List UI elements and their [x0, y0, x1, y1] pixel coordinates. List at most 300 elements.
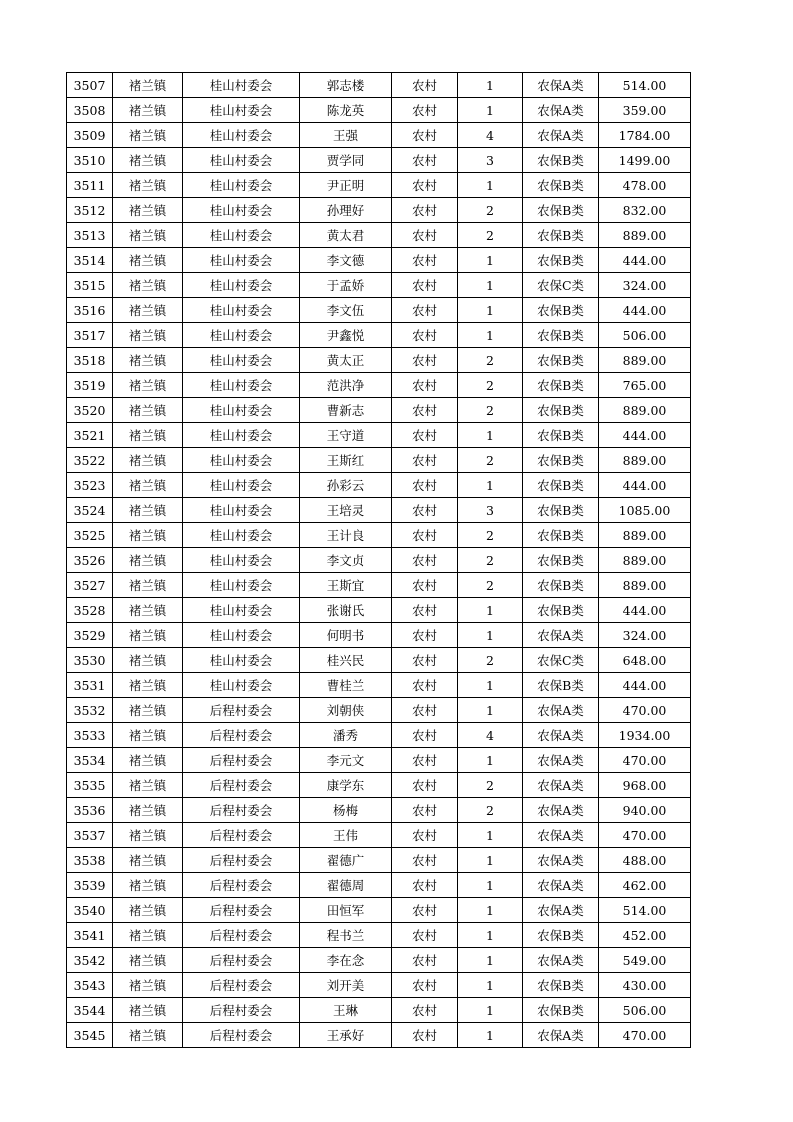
table-row: [67, 773, 691, 798]
record-number-cell: 3514: [67, 248, 113, 273]
town-cell: 褚兰镇: [113, 323, 183, 348]
town-cell: 褚兰镇: [113, 648, 183, 673]
category-cell: 农保B类: [523, 248, 599, 273]
town-cell: 褚兰镇: [113, 548, 183, 573]
town-cell: 褚兰镇: [113, 748, 183, 773]
town-cell: 褚兰镇: [113, 523, 183, 548]
table-row: [67, 623, 691, 648]
village-committee-cell: 桂山村委会: [183, 623, 300, 648]
table-row: [67, 823, 691, 848]
area-type-cell: 农村: [392, 623, 458, 648]
village-committee-cell: 桂山村委会: [183, 423, 300, 448]
category-cell: 农保A类: [523, 123, 599, 148]
table-row: [67, 523, 691, 548]
household-size-cell: 3: [458, 148, 523, 173]
table-row: [67, 448, 691, 473]
record-number-cell: 3508: [67, 98, 113, 123]
amount-cell: 889.00: [599, 548, 691, 573]
amount-cell: 452.00: [599, 923, 691, 948]
name-cell: 翟德广: [300, 848, 392, 873]
household-size-cell: 1: [458, 473, 523, 498]
table-row: [67, 723, 691, 748]
amount-cell: 444.00: [599, 423, 691, 448]
household-size-cell: 2: [458, 373, 523, 398]
household-size-cell: 2: [458, 798, 523, 823]
record-number-cell: 3532: [67, 698, 113, 723]
record-number-cell: 3544: [67, 998, 113, 1023]
category-cell: 农保B类: [523, 473, 599, 498]
household-size-cell: 1: [458, 748, 523, 773]
town-cell: 褚兰镇: [113, 823, 183, 848]
village-committee-cell: 后程村委会: [183, 923, 300, 948]
name-cell: 黄太正: [300, 348, 392, 373]
area-type-cell: 农村: [392, 873, 458, 898]
table-row: [67, 648, 691, 673]
household-size-cell: 1: [458, 898, 523, 923]
table-row: [67, 598, 691, 623]
name-cell: 刘朝侠: [300, 698, 392, 723]
amount-cell: 889.00: [599, 398, 691, 423]
name-cell: 孙理好: [300, 198, 392, 223]
town-cell: 褚兰镇: [113, 223, 183, 248]
area-type-cell: 农村: [392, 148, 458, 173]
town-cell: 褚兰镇: [113, 348, 183, 373]
category-cell: 农保A类: [523, 723, 599, 748]
category-cell: 农保B类: [523, 448, 599, 473]
amount-cell: 324.00: [599, 623, 691, 648]
amount-cell: 889.00: [599, 448, 691, 473]
name-cell: 贾学同: [300, 148, 392, 173]
village-committee-cell: 后程村委会: [183, 898, 300, 923]
town-cell: 褚兰镇: [113, 373, 183, 398]
household-size-cell: 1: [458, 1023, 523, 1048]
town-cell: 褚兰镇: [113, 398, 183, 423]
area-type-cell: 农村: [392, 348, 458, 373]
household-size-cell: 1: [458, 248, 523, 273]
amount-cell: 1784.00: [599, 123, 691, 148]
area-type-cell: 农村: [392, 973, 458, 998]
household-size-cell: 1: [458, 873, 523, 898]
household-size-cell: 4: [458, 723, 523, 748]
village-committee-cell: 桂山村委会: [183, 123, 300, 148]
category-cell: 农保B类: [523, 673, 599, 698]
category-cell: 农保A类: [523, 873, 599, 898]
category-cell: 农保B类: [523, 498, 599, 523]
amount-cell: 462.00: [599, 873, 691, 898]
household-size-cell: 1: [458, 173, 523, 198]
table-row: [67, 498, 691, 523]
name-cell: 孙彩云: [300, 473, 392, 498]
town-cell: 褚兰镇: [113, 73, 183, 98]
village-committee-cell: 后程村委会: [183, 1023, 300, 1048]
area-type-cell: 农村: [392, 173, 458, 198]
household-size-cell: 1: [458, 73, 523, 98]
record-number-cell: 3516: [67, 298, 113, 323]
table-row: [67, 948, 691, 973]
area-type-cell: 农村: [392, 948, 458, 973]
amount-cell: 514.00: [599, 73, 691, 98]
name-cell: 王培灵: [300, 498, 392, 523]
amount-cell: 506.00: [599, 998, 691, 1023]
village-committee-cell: 桂山村委会: [183, 498, 300, 523]
category-cell: 农保A类: [523, 848, 599, 873]
record-number-cell: 3545: [67, 1023, 113, 1048]
category-cell: 农保B类: [523, 598, 599, 623]
town-cell: 褚兰镇: [113, 998, 183, 1023]
category-cell: 农保A类: [523, 698, 599, 723]
record-number-cell: 3512: [67, 198, 113, 223]
village-committee-cell: 后程村委会: [183, 998, 300, 1023]
village-committee-cell: 桂山村委会: [183, 323, 300, 348]
table-row: [67, 848, 691, 873]
name-cell: 潘秀: [300, 723, 392, 748]
town-cell: 褚兰镇: [113, 898, 183, 923]
record-number-cell: 3531: [67, 673, 113, 698]
table-row: [67, 923, 691, 948]
household-size-cell: 2: [458, 348, 523, 373]
village-committee-cell: 桂山村委会: [183, 648, 300, 673]
name-cell: 王斯宜: [300, 573, 392, 598]
amount-cell: 430.00: [599, 973, 691, 998]
village-committee-cell: 后程村委会: [183, 748, 300, 773]
village-committee-cell: 桂山村委会: [183, 148, 300, 173]
amount-cell: 889.00: [599, 223, 691, 248]
name-cell: 杨梅: [300, 798, 392, 823]
village-committee-cell: 桂山村委会: [183, 473, 300, 498]
household-size-cell: 1: [458, 673, 523, 698]
village-committee-cell: 桂山村委会: [183, 573, 300, 598]
name-cell: 范洪净: [300, 373, 392, 398]
town-cell: 褚兰镇: [113, 298, 183, 323]
record-number-cell: 3535: [67, 773, 113, 798]
name-cell: 王守道: [300, 423, 392, 448]
table-row: [67, 673, 691, 698]
category-cell: 农保B类: [523, 973, 599, 998]
village-committee-cell: 后程村委会: [183, 873, 300, 898]
record-number-cell: 3511: [67, 173, 113, 198]
category-cell: 农保B类: [523, 198, 599, 223]
record-number-cell: 3520: [67, 398, 113, 423]
table-row: [67, 148, 691, 173]
village-committee-cell: 桂山村委会: [183, 673, 300, 698]
table-row: [67, 398, 691, 423]
area-type-cell: 农村: [392, 73, 458, 98]
area-type-cell: 农村: [392, 773, 458, 798]
town-cell: 褚兰镇: [113, 598, 183, 623]
amount-cell: 968.00: [599, 773, 691, 798]
town-cell: 褚兰镇: [113, 873, 183, 898]
area-type-cell: 农村: [392, 248, 458, 273]
name-cell: 王斯红: [300, 448, 392, 473]
record-number-cell: 3517: [67, 323, 113, 348]
record-number-cell: 3509: [67, 123, 113, 148]
amount-cell: 889.00: [599, 573, 691, 598]
category-cell: 农保B类: [523, 173, 599, 198]
table-row: [67, 548, 691, 573]
household-size-cell: 1: [458, 298, 523, 323]
village-committee-cell: 后程村委会: [183, 773, 300, 798]
category-cell: 农保A类: [523, 623, 599, 648]
village-committee-cell: 桂山村委会: [183, 398, 300, 423]
area-type-cell: 农村: [392, 448, 458, 473]
name-cell: 王伟: [300, 823, 392, 848]
village-committee-cell: 桂山村委会: [183, 173, 300, 198]
area-type-cell: 农村: [392, 373, 458, 398]
name-cell: 李在念: [300, 948, 392, 973]
area-type-cell: 农村: [392, 698, 458, 723]
amount-cell: 478.00: [599, 173, 691, 198]
record-number-cell: 3541: [67, 923, 113, 948]
record-number-cell: 3533: [67, 723, 113, 748]
table-row: [67, 273, 691, 298]
category-cell: 农保A类: [523, 1023, 599, 1048]
village-committee-cell: 桂山村委会: [183, 223, 300, 248]
name-cell: 李文德: [300, 248, 392, 273]
town-cell: 褚兰镇: [113, 423, 183, 448]
amount-cell: 506.00: [599, 323, 691, 348]
village-committee-cell: 后程村委会: [183, 798, 300, 823]
category-cell: 农保B类: [523, 548, 599, 573]
household-size-cell: 1: [458, 423, 523, 448]
record-number-cell: 3525: [67, 523, 113, 548]
table-row: [67, 373, 691, 398]
record-number-cell: 3538: [67, 848, 113, 873]
table-row: [67, 98, 691, 123]
village-committee-cell: 桂山村委会: [183, 523, 300, 548]
village-committee-cell: 桂山村委会: [183, 448, 300, 473]
amount-cell: 444.00: [599, 248, 691, 273]
record-number-cell: 3507: [67, 73, 113, 98]
name-cell: 康学东: [300, 773, 392, 798]
amount-cell: 765.00: [599, 373, 691, 398]
household-size-cell: 3: [458, 498, 523, 523]
category-cell: 农保B类: [523, 373, 599, 398]
household-size-cell: 1: [458, 823, 523, 848]
town-cell: 褚兰镇: [113, 473, 183, 498]
record-number-cell: 3524: [67, 498, 113, 523]
area-type-cell: 农村: [392, 498, 458, 523]
village-committee-cell: 后程村委会: [183, 848, 300, 873]
area-type-cell: 农村: [392, 998, 458, 1023]
town-cell: 褚兰镇: [113, 273, 183, 298]
amount-cell: 889.00: [599, 348, 691, 373]
category-cell: 农保A类: [523, 773, 599, 798]
village-committee-cell: 桂山村委会: [183, 598, 300, 623]
town-cell: 褚兰镇: [113, 148, 183, 173]
category-cell: 农保B类: [523, 323, 599, 348]
table-row: [67, 198, 691, 223]
household-size-cell: 2: [458, 523, 523, 548]
amount-cell: 470.00: [599, 1023, 691, 1048]
category-cell: 农保A类: [523, 823, 599, 848]
amount-cell: 444.00: [599, 298, 691, 323]
category-cell: 农保B类: [523, 923, 599, 948]
name-cell: 李文贞: [300, 548, 392, 573]
category-cell: 农保B类: [523, 348, 599, 373]
area-type-cell: 农村: [392, 548, 458, 573]
record-number-cell: 3513: [67, 223, 113, 248]
amount-cell: 549.00: [599, 948, 691, 973]
name-cell: 曹新志: [300, 398, 392, 423]
record-number-cell: 3523: [67, 473, 113, 498]
area-type-cell: 农村: [392, 223, 458, 248]
household-size-cell: 1: [458, 923, 523, 948]
record-number-cell: 3530: [67, 648, 113, 673]
record-number-cell: 3529: [67, 623, 113, 648]
amount-cell: 1085.00: [599, 498, 691, 523]
household-size-cell: 2: [458, 573, 523, 598]
name-cell: 张谢氏: [300, 598, 392, 623]
village-committee-cell: 桂山村委会: [183, 348, 300, 373]
record-number-cell: 3521: [67, 423, 113, 448]
record-number-cell: 3543: [67, 973, 113, 998]
name-cell: 田恒军: [300, 898, 392, 923]
name-cell: 王强: [300, 123, 392, 148]
record-number-cell: 3518: [67, 348, 113, 373]
table-row: [67, 1023, 691, 1048]
name-cell: 程书兰: [300, 923, 392, 948]
name-cell: 翟德周: [300, 873, 392, 898]
town-cell: 褚兰镇: [113, 573, 183, 598]
name-cell: 于孟娇: [300, 273, 392, 298]
category-cell: 农保B类: [523, 998, 599, 1023]
table-row: [67, 873, 691, 898]
area-type-cell: 农村: [392, 848, 458, 873]
village-committee-cell: 桂山村委会: [183, 273, 300, 298]
amount-cell: 470.00: [599, 698, 691, 723]
area-type-cell: 农村: [392, 923, 458, 948]
village-committee-cell: 后程村委会: [183, 823, 300, 848]
household-size-cell: 2: [458, 448, 523, 473]
area-type-cell: 农村: [392, 298, 458, 323]
record-number-cell: 3536: [67, 798, 113, 823]
amount-cell: 444.00: [599, 598, 691, 623]
record-number-cell: 3522: [67, 448, 113, 473]
category-cell: 农保A类: [523, 948, 599, 973]
name-cell: 刘开美: [300, 973, 392, 998]
amount-cell: 444.00: [599, 673, 691, 698]
table-row: [67, 223, 691, 248]
table-row: [67, 473, 691, 498]
record-number-cell: 3540: [67, 898, 113, 923]
record-number-cell: 3542: [67, 948, 113, 973]
amount-cell: 470.00: [599, 748, 691, 773]
name-cell: 曹桂兰: [300, 673, 392, 698]
name-cell: 黄太君: [300, 223, 392, 248]
town-cell: 褚兰镇: [113, 673, 183, 698]
table-row: [67, 348, 691, 373]
record-number-cell: 3528: [67, 598, 113, 623]
category-cell: 农保C类: [523, 648, 599, 673]
name-cell: 王琳: [300, 998, 392, 1023]
name-cell: 尹正明: [300, 173, 392, 198]
village-committee-cell: 桂山村委会: [183, 198, 300, 223]
record-number-cell: 3539: [67, 873, 113, 898]
area-type-cell: 农村: [392, 98, 458, 123]
household-size-cell: 2: [458, 398, 523, 423]
record-number-cell: 3510: [67, 148, 113, 173]
table-row: [67, 423, 691, 448]
town-cell: 褚兰镇: [113, 173, 183, 198]
area-type-cell: 农村: [392, 823, 458, 848]
town-cell: 褚兰镇: [113, 923, 183, 948]
record-number-cell: 3527: [67, 573, 113, 598]
town-cell: 褚兰镇: [113, 948, 183, 973]
category-cell: 农保B类: [523, 148, 599, 173]
village-committee-cell: 桂山村委会: [183, 373, 300, 398]
town-cell: 褚兰镇: [113, 723, 183, 748]
amount-cell: 359.00: [599, 98, 691, 123]
name-cell: 桂兴民: [300, 648, 392, 673]
village-committee-cell: 后程村委会: [183, 973, 300, 998]
name-cell: 郭志楼: [300, 73, 392, 98]
area-type-cell: 农村: [392, 198, 458, 223]
category-cell: 农保B类: [523, 223, 599, 248]
category-cell: 农保B类: [523, 523, 599, 548]
town-cell: 褚兰镇: [113, 798, 183, 823]
town-cell: 褚兰镇: [113, 973, 183, 998]
town-cell: 褚兰镇: [113, 498, 183, 523]
village-committee-cell: 桂山村委会: [183, 248, 300, 273]
name-cell: 王承好: [300, 1023, 392, 1048]
town-cell: 褚兰镇: [113, 623, 183, 648]
village-committee-cell: 后程村委会: [183, 723, 300, 748]
table-row: [67, 798, 691, 823]
village-committee-cell: 桂山村委会: [183, 73, 300, 98]
category-cell: 农保C类: [523, 273, 599, 298]
table-row: [67, 323, 691, 348]
town-cell: 褚兰镇: [113, 848, 183, 873]
household-size-cell: 1: [458, 998, 523, 1023]
area-type-cell: 农村: [392, 523, 458, 548]
category-cell: 农保A类: [523, 73, 599, 98]
amount-cell: 324.00: [599, 273, 691, 298]
household-size-cell: 4: [458, 123, 523, 148]
amount-cell: 1499.00: [599, 148, 691, 173]
town-cell: 褚兰镇: [113, 98, 183, 123]
table-row: [67, 898, 691, 923]
household-size-cell: 1: [458, 98, 523, 123]
household-size-cell: 1: [458, 848, 523, 873]
household-size-cell: 1: [458, 623, 523, 648]
roster-body: [67, 73, 691, 1048]
area-type-cell: 农村: [392, 798, 458, 823]
table-row: [67, 973, 691, 998]
area-type-cell: 农村: [392, 748, 458, 773]
roster-table: [66, 72, 691, 1048]
record-number-cell: 3519: [67, 373, 113, 398]
household-size-cell: 1: [458, 598, 523, 623]
table-row: [67, 123, 691, 148]
table-row: [67, 998, 691, 1023]
table-row: [67, 748, 691, 773]
area-type-cell: 农村: [392, 473, 458, 498]
category-cell: 农保B类: [523, 423, 599, 448]
table-row: [67, 298, 691, 323]
household-size-cell: 1: [458, 323, 523, 348]
area-type-cell: 农村: [392, 423, 458, 448]
amount-cell: 940.00: [599, 798, 691, 823]
amount-cell: 1934.00: [599, 723, 691, 748]
table-row: [67, 573, 691, 598]
village-committee-cell: 桂山村委会: [183, 98, 300, 123]
record-number-cell: 3537: [67, 823, 113, 848]
area-type-cell: 农村: [392, 898, 458, 923]
table-row: [67, 73, 691, 98]
record-number-cell: 3534: [67, 748, 113, 773]
name-cell: 李文伍: [300, 298, 392, 323]
town-cell: 褚兰镇: [113, 448, 183, 473]
